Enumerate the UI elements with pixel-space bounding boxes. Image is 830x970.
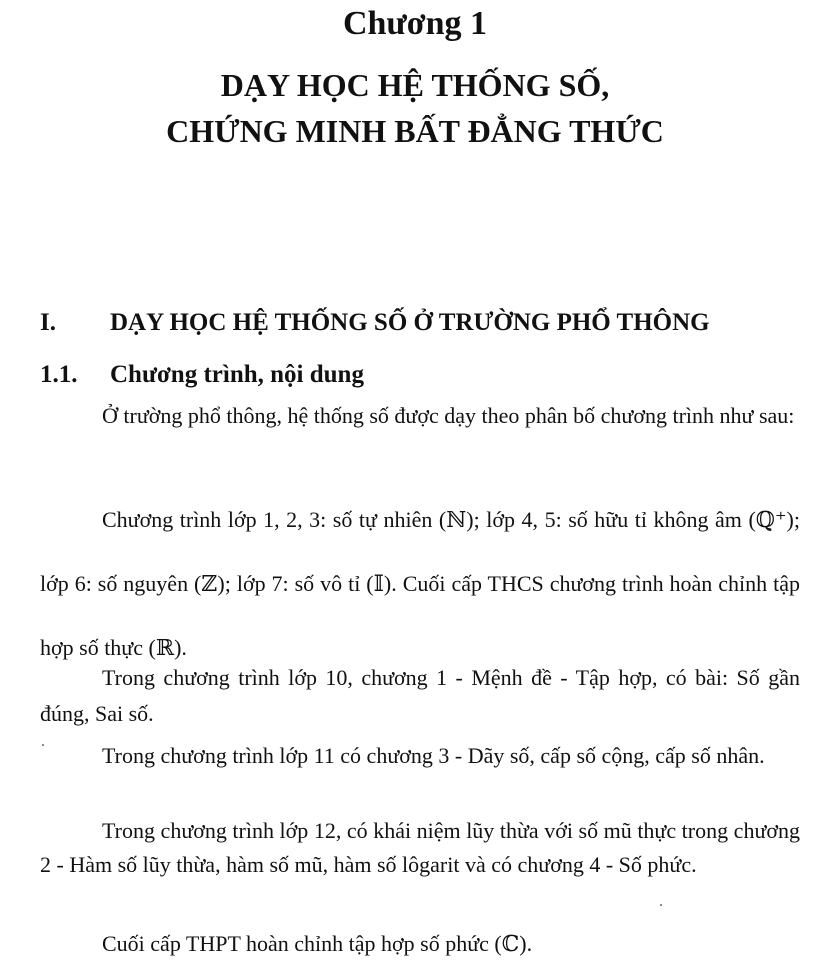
- paragraph: [40, 814, 800, 882]
- paragraph-text: Ở trường phổ thông, hệ thống số được dạy theo phân bố chương trình như sau:: [102, 403, 795, 428]
- paragraph-text: Cuối cấp THPT hoàn chỉnh tập hợp số phức (ℂ).: [102, 931, 533, 956]
- section-number: I.: [40, 309, 56, 336]
- subsection-title: Chương trình, nội dung: [110, 361, 364, 388]
- chapter-title: [0, 62, 830, 154]
- paragraph-text: Chương trình lớp 1, 2, 3: số tự nhiên (ℕ); lớp 4, 5: số hữu tỉ không âm (ℚ⁺); lớp 6: số nguyên (ℤ); lớp 7: số vô tỉ (𝕀). Cuối cấp THCS chương trình hoàn chỉnh tập hợp số thực (ℝ).: [40, 507, 800, 660]
- paragraph: [40, 738, 800, 774]
- paragraph: [40, 926, 800, 962]
- scan-speck: [42, 744, 44, 746]
- subsection-heading: [40, 358, 814, 392]
- chapter-label: Chương 1: [342, 5, 488, 42]
- paragraph: [40, 660, 800, 732]
- chapter-title-line-2: CHỨNG MINH BẤT ĐẲNG THỨC: [166, 113, 664, 149]
- subsection-number: 1.1.: [40, 361, 78, 388]
- chapter-title-line-1: DẠY HỌC HỆ THỐNG SỐ,: [220, 67, 610, 103]
- section-heading: [40, 306, 814, 340]
- paragraph: [40, 398, 800, 434]
- scan-speck: [660, 904, 662, 906]
- paragraph-text: Trong chương trình lớp 10, chương 1 - Mệnh đề - Tập hợp, có bài: Số gần đúng, Sai số.: [40, 665, 800, 726]
- paragraph: [40, 488, 800, 680]
- section-title: DẠY HỌC HỆ THỐNG SỐ Ở TRƯỜNG PHỔ THÔNG: [110, 309, 710, 336]
- paragraph-text: Trong chương trình lớp 11 có chương 3 - Dãy số, cấp số cộng, cấp số nhân.: [102, 743, 765, 768]
- paragraph-text: Trong chương trình lớp 12, có khái niệm lũy thừa với số mũ thực trong chương 2 - Hàm số lũy thừa, hàm số mũ, hàm số lôgarit và có chương 4 - Số phức.: [40, 818, 800, 877]
